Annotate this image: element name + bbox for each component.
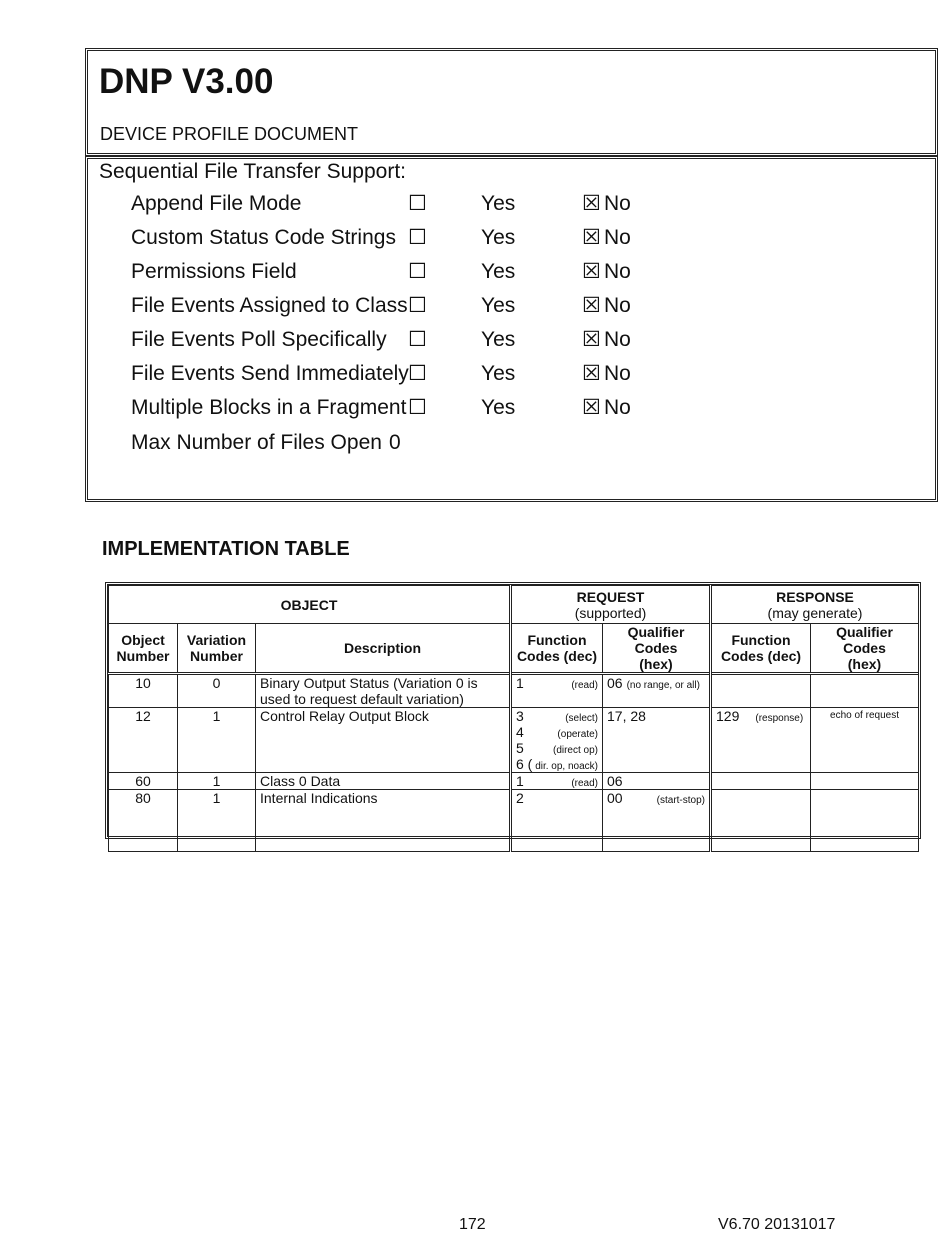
response-function-code: 129 [716, 708, 740, 724]
function-code: 5 [516, 740, 524, 756]
feature-row [0, 293, 950, 327]
col-variation-number [178, 624, 256, 674]
no-label: No [604, 328, 631, 351]
yes-label: Yes [481, 396, 516, 419]
col-request-qualifier-line2: (hex) [639, 656, 673, 672]
qualifier-code: 17, 28 [607, 708, 646, 724]
request-function-codes-cell [511, 790, 603, 852]
yes-checkbox[interactable]: ☐ [408, 294, 427, 317]
feature-label: File Events Assigned to Class [131, 294, 408, 317]
yes-checkbox[interactable]: ☐ [408, 396, 427, 419]
function-code-line [516, 773, 598, 789]
request-group-title: REQUEST [576, 588, 645, 605]
qualifier-code: 00 [607, 790, 623, 806]
col-object-number-line1: Object [121, 632, 165, 648]
function-code-note: (read) [571, 680, 598, 691]
response-function-code-line [716, 708, 806, 727]
no-label: No [604, 396, 631, 419]
function-code-line [516, 675, 598, 691]
col-request-function-codes [511, 624, 603, 674]
no-checkbox[interactable]: ☒ [582, 362, 601, 385]
feature-label: Permissions Field [131, 260, 297, 283]
request-group-subtitle: (supported) [574, 604, 647, 621]
response-function-codes-cell [711, 674, 811, 708]
col-response-qualifier-codes [811, 624, 919, 674]
feature-row [0, 225, 950, 259]
function-code-note: dir. op, noack) [535, 761, 598, 772]
request-function-codes-cell [511, 708, 603, 773]
function-code-line [516, 740, 598, 756]
feature-row [0, 191, 950, 225]
response-qualifier-codes-cell [811, 708, 919, 773]
object-number-cell: 10 [109, 674, 178, 708]
yes-label: Yes [481, 226, 516, 249]
request-function-codes-cell [511, 674, 603, 708]
col-request-function-line1: Function [527, 632, 587, 648]
response-qualifier-codes-cell [811, 790, 919, 852]
table-row [109, 790, 919, 852]
no-checkbox[interactable]: ☒ [582, 192, 601, 215]
function-code-line [516, 790, 598, 806]
no-checkbox[interactable]: ☒ [582, 396, 601, 419]
function-code: 2 [516, 790, 524, 806]
implementation-table-body [109, 674, 919, 852]
yes-checkbox[interactable]: ☐ [408, 226, 427, 249]
no-checkbox[interactable]: ☒ [582, 226, 601, 249]
page-number: 172 [459, 1216, 486, 1233]
function-code-note: (read) [571, 778, 598, 789]
document-subtitle: DEVICE PROFILE DOCUMENT [100, 124, 359, 144]
response-group-subtitle: (may generate) [767, 604, 863, 621]
function-code-line [516, 724, 598, 740]
feature-row [0, 327, 950, 361]
col-request-qualifier-line1: Qualifier Codes [627, 624, 685, 656]
feature-label: Multiple Blocks in a Fragment [131, 396, 407, 419]
col-response-function-codes [711, 624, 811, 674]
feature-row [0, 395, 950, 429]
col-variation-number-line2: Number [190, 648, 243, 664]
variation-number-cell: 1 [178, 708, 256, 773]
variation-number-cell: 1 [178, 790, 256, 852]
request-qualifier-codes-cell [603, 790, 711, 852]
request-function-codes-cell [511, 773, 603, 790]
no-label: No [604, 226, 631, 249]
col-variation-number-line1: Variation [186, 632, 247, 648]
no-checkbox[interactable]: ☒ [582, 294, 601, 317]
implementation-table-heading: IMPLEMENTATION TABLE [102, 538, 350, 560]
table-row [109, 674, 919, 708]
description-cell: Control Relay Output Block [256, 708, 511, 773]
qualifier-line [607, 708, 705, 724]
document-title: DNP V3.00 [99, 62, 274, 101]
qualifier-line [607, 675, 705, 694]
table-row [109, 773, 919, 790]
function-code-line [516, 756, 598, 772]
no-label: No [604, 294, 631, 317]
implementation-table [108, 585, 919, 852]
no-checkbox[interactable]: ☒ [582, 328, 601, 351]
qualifier-line [607, 773, 705, 789]
request-qualifier-codes-cell [603, 674, 711, 708]
function-code: 1 [516, 675, 524, 691]
object-number-cell: 60 [109, 773, 178, 790]
qualifier-line [607, 790, 705, 809]
variation-number-cell: 1 [178, 773, 256, 790]
col-response-function-line2: Codes (dec) [720, 648, 802, 664]
request-qualifier-codes-cell [603, 708, 711, 773]
feature-label: Custom Status Code Strings [131, 226, 396, 249]
yes-label: Yes [481, 192, 516, 215]
no-checkbox[interactable]: ☒ [582, 260, 601, 283]
max-files-label: Max Number of Files Open [131, 431, 382, 454]
col-object-number [109, 624, 178, 674]
yes-checkbox[interactable]: ☐ [408, 260, 427, 283]
col-response-function-line1: Function [731, 632, 791, 648]
yes-checkbox[interactable]: ☐ [408, 362, 427, 385]
yes-label: Yes [481, 294, 516, 317]
support-heading: Sequential File Transfer Support: [99, 160, 407, 183]
request-qualifier-codes-cell [603, 773, 711, 790]
qualifier-code: 06 [607, 773, 623, 789]
qualifier-code: 06 [607, 675, 623, 691]
function-code: 6 ( [516, 756, 533, 772]
function-code-note: (operate) [557, 729, 598, 740]
col-response-qualifier-line2: (hex) [847, 656, 882, 672]
description-cell: Internal Indications [256, 790, 511, 852]
no-label: No [604, 260, 631, 283]
function-code: 3 [516, 708, 524, 724]
response-function-codes-cell [711, 773, 811, 790]
feature-row [0, 259, 950, 293]
variation-number-cell: 0 [178, 674, 256, 708]
qualifier-note: (no range, or all) [626, 680, 700, 691]
object-number-cell: 12 [109, 708, 178, 773]
table-row [109, 708, 919, 773]
yes-label: Yes [481, 328, 516, 351]
object-number-cell: 80 [109, 790, 178, 852]
response-qualifier-codes-cell [811, 773, 919, 790]
col-request-function-line2: Codes (dec) [516, 648, 598, 664]
response-group-header [711, 586, 919, 624]
no-label: No [604, 362, 631, 385]
response-function-codes-cell [711, 790, 811, 852]
feature-label: Append File Mode [131, 192, 302, 215]
response-qualifier-codes-cell [811, 674, 919, 708]
col-object-number-line2: Number [116, 648, 170, 664]
function-code-line [516, 708, 598, 724]
no-label: No [604, 192, 631, 215]
response-function-note: (response) [755, 713, 804, 724]
function-code: 4 [516, 724, 524, 740]
object-group-header: OBJECT [109, 586, 511, 624]
yes-checkbox[interactable]: ☐ [408, 192, 427, 215]
response-qualifier-text: echo of request [830, 710, 899, 721]
yes-label: Yes [481, 362, 516, 385]
function-code-note: (select) [565, 713, 598, 724]
function-code: 1 [516, 773, 524, 789]
response-function-codes-cell [711, 708, 811, 773]
col-response-qualifier-line1: Qualifier Codes [836, 624, 893, 656]
document-version: V6.70 20131017 [718, 1216, 836, 1233]
description-cell: Binary Output Status (Variation 0 is used to request default variation) [256, 674, 511, 708]
request-group-header [511, 586, 711, 624]
yes-checkbox[interactable]: ☐ [408, 328, 427, 351]
feature-label: File Events Poll Specifically [131, 328, 387, 351]
col-description: Description [256, 624, 511, 674]
feature-row [0, 361, 950, 395]
description-cell: Class 0 Data [256, 773, 511, 790]
col-request-qualifier-codes [603, 624, 711, 674]
response-group-title: RESPONSE [776, 588, 854, 605]
function-code-note: (direct op) [552, 745, 598, 756]
feature-label: File Events Send Immediately [131, 362, 409, 385]
max-files-value: 0 [389, 431, 401, 454]
qualifier-note: (start-stop) [656, 795, 705, 806]
yes-label: Yes [481, 260, 516, 283]
